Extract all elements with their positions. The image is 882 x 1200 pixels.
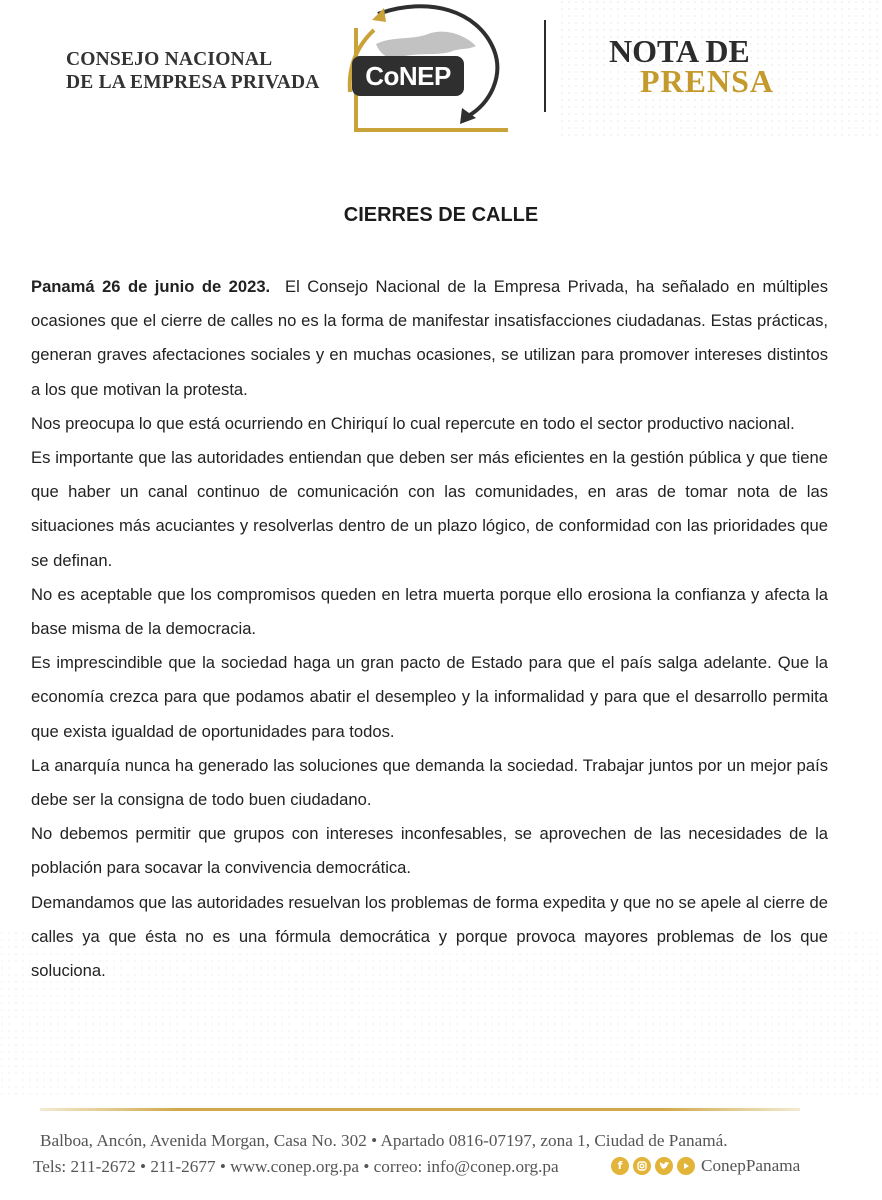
paragraph: Demandamos que las autoridades resuelvan los problemas de forma expedita y que no se apele al cierre de calles ya que ésta no es una fórmula democrática y porque provoca mayores problemas de los que soluciona. <box>31 892 828 981</box>
paragraph: No es aceptable que los compromisos queden en letra muerta porque ello erosiona la confianza y afecta la base misma de la democracia. <box>31 584 828 639</box>
conep-logo-wordmark: CoNEP <box>352 56 464 96</box>
paragraph: La anarquía nunca ha generado las soluciones que demanda la sociedad. Trabajar juntos por un mejor país debe ser la consigna de todo buen ciudadano. <box>31 755 828 810</box>
dateline: Panamá 26 de junio de 2023. <box>31 277 271 296</box>
document-body <box>31 270 828 988</box>
paragraph <box>31 270 828 407</box>
social-handle[interactable]: ConepPanama <box>701 1156 801 1175</box>
paragraph: Nos preocupa lo que está ocurriendo en Chiriquí lo cual repercute en todo el sector productivo nacional. <box>31 413 795 433</box>
header-divider <box>544 20 546 112</box>
paragraph: No debemos permitir que grupos con intereses inconfesables, se aprovechen de las necesidades de la población para socavar la convivencia democrática. <box>31 824 828 878</box>
twitter-icon[interactable] <box>655 1157 673 1175</box>
footer-rule <box>40 1108 800 1111</box>
facebook-icon[interactable]: f <box>611 1157 629 1175</box>
prensa-label: PRENSA <box>640 63 775 99</box>
footer-contact: Tels: 211-2672 • 211-2677 • www.conep.org.pa • correo: info@conep.org.pa <box>33 1157 559 1176</box>
paragraph: Es imprescindible que la sociedad haga un gran pacto de Estado para que el país salga adelante. Que la economía crezca para que podamos abatir el desempleo y la informalidad y para que el desarrollo permita que exista igualdad de oportunidades para todos. <box>31 653 828 741</box>
instagram-icon[interactable] <box>633 1157 651 1175</box>
organization-name-line1: CONSEJO NACIONAL <box>66 49 273 70</box>
nota-de-label: NOTA DE <box>609 33 750 69</box>
paragraph-text: El Consejo Nacional de la Empresa Privada, ha señalado en múltiples ocasiones que el cierre de calles no es la forma de manifestar insatisfacciones ciudadanas. Estas prácticas, generan graves afectaciones sociales y en muchas ocasiones, se utilizan para promover intereses distintos a los que motivan la protesta. <box>31 277 828 399</box>
organization-name-line2: DE LA EMPRESA PRIVADA <box>66 72 320 93</box>
youtube-icon[interactable] <box>677 1157 695 1175</box>
footer-address: Balboa, Ancón, Avenida Morgan, Casa No. 302 • Apartado 0816-07197, zona 1, Ciudad de Panamá. <box>40 1131 728 1150</box>
letterhead <box>0 0 882 170</box>
document-title: CIERRES DE CALLE <box>343 204 539 226</box>
organization-name <box>66 48 320 94</box>
paragraph: Es importante que las autoridades entiendan que deben ser más eficientes en la gestión pública y que tiene que haber un canal continuo de comunicación con las comunidades, en aras de tomar nota de las situaciones más acuciantes y resolverlas dentro de un plazo lógico, de conformidad con las prioridades que se definan. <box>31 448 828 570</box>
social-links <box>611 1156 800 1176</box>
